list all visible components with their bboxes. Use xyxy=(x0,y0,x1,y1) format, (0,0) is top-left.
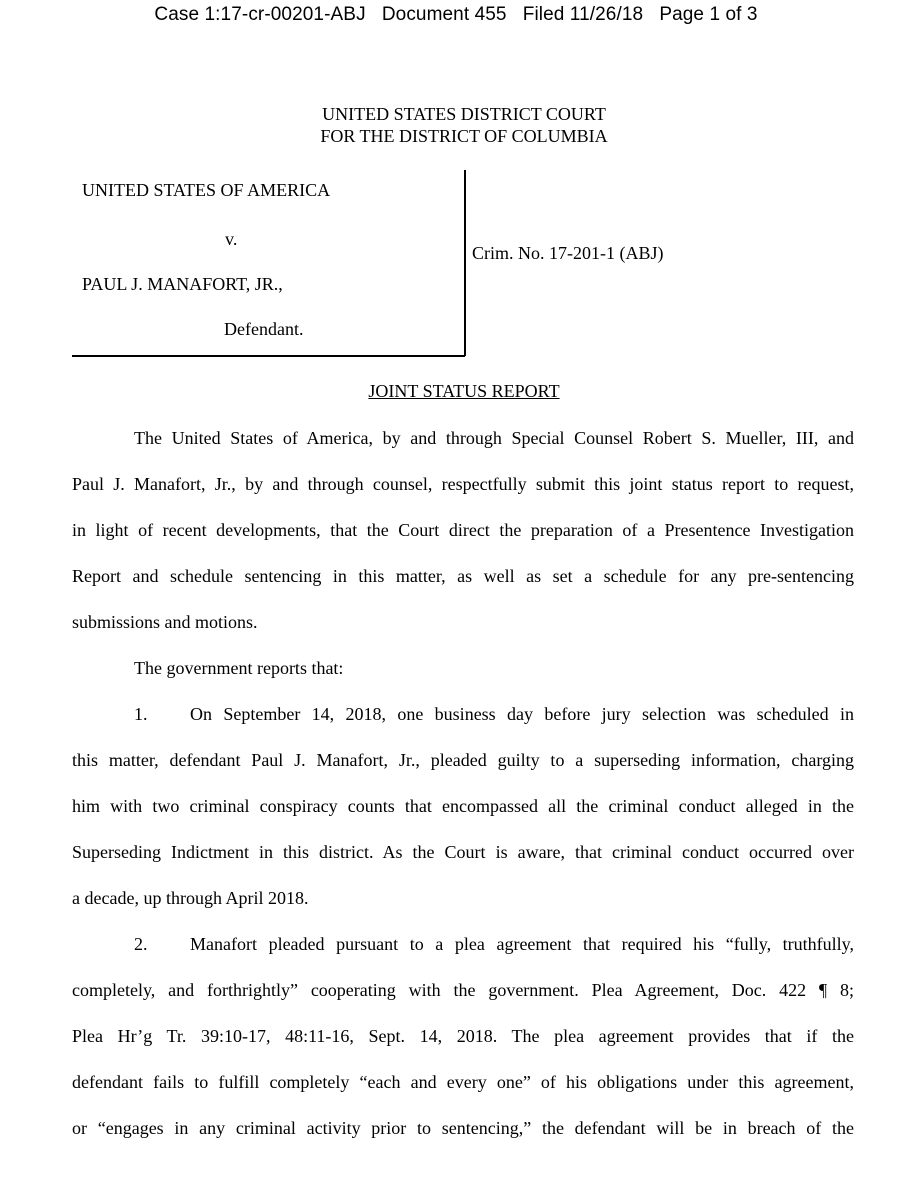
caption-defendant-role: Defendant. xyxy=(224,319,304,339)
document-number: Document 455 xyxy=(381,4,507,25)
government-reports-line: The government reports that: xyxy=(134,658,344,678)
paragraph-1-line: Superseding Indictment in this district. As the Court is aware, that criminal conduct occurred over xyxy=(72,842,854,862)
filed-date: Filed 11/26/18 xyxy=(522,4,644,25)
intro-line: submissions and motions. xyxy=(72,612,258,632)
caption-vertical-rule xyxy=(464,170,466,356)
criminal-case-number: Crim. No. 17-201-1 (ABJ) xyxy=(472,243,664,263)
paragraph-1-line: a decade, up through April 2018. xyxy=(72,888,309,908)
caption-versus: v. xyxy=(225,229,238,249)
intro-line: The United States of America, by and through Special Counsel Robert S. Mueller, III, and xyxy=(134,428,854,448)
intro-line: Report and schedule sentencing in this matter, as well as set a schedule for any pre-sentencing xyxy=(72,566,854,586)
filing-header xyxy=(0,4,912,26)
case-number-header: Case 1:17-cr-00201-ABJ xyxy=(154,4,366,25)
paragraph-2-line: defendant fails to fulfill completely “each and every one” of his obligations under this agreement, xyxy=(72,1072,854,1092)
paragraph-1-line: On September 14, 2018, one business day before jury selection was scheduled in xyxy=(190,704,854,724)
paragraph-1-line: this matter, defendant Paul J. Manafort, Jr., pleaded guilty to a superseding information, charging xyxy=(72,750,854,770)
paragraph-2-line: Plea Hr’g Tr. 39:10-17, 48:11-16, Sept. 14, 2018. The plea agreement provides that if the xyxy=(72,1026,854,1046)
paragraph-number-2: 2. xyxy=(134,934,148,954)
caption-defendant: PAUL J. MANAFORT, JR., xyxy=(82,274,283,294)
paragraph-1-line: him with two criminal conspiracy counts that encompassed all the criminal conduct alleged in the xyxy=(72,796,854,816)
caption-bottom-rule xyxy=(72,355,465,357)
court-name-line2: FOR THE DISTRICT OF COLUMBIA xyxy=(320,126,608,146)
paragraph-2-line: completely, and forthrightly” cooperating with the government. Plea Agreement, Doc. 422 ¶ 8; xyxy=(72,980,854,1000)
paragraph-2-line: or “engages in any criminal activity prior to sentencing,” the defendant will be in breach of the xyxy=(72,1118,854,1138)
paragraph-2-line: Manafort pleaded pursuant to a plea agreement that required his “fully, truthfully, xyxy=(190,934,854,954)
intro-line: Paul J. Manafort, Jr., by and through counsel, respectfully submit this joint status report to request, xyxy=(72,474,854,494)
caption-plaintiff: UNITED STATES OF AMERICA xyxy=(82,180,331,200)
document-title: JOINT STATUS REPORT xyxy=(368,381,560,401)
court-name-line1: UNITED STATES DISTRICT COURT xyxy=(322,104,606,124)
page-indicator: Page 1 of 3 xyxy=(659,4,758,25)
paragraph-number-1: 1. xyxy=(134,704,148,724)
intro-line: in light of recent developments, that the Court direct the preparation of a Presentence Investigation xyxy=(72,520,854,540)
